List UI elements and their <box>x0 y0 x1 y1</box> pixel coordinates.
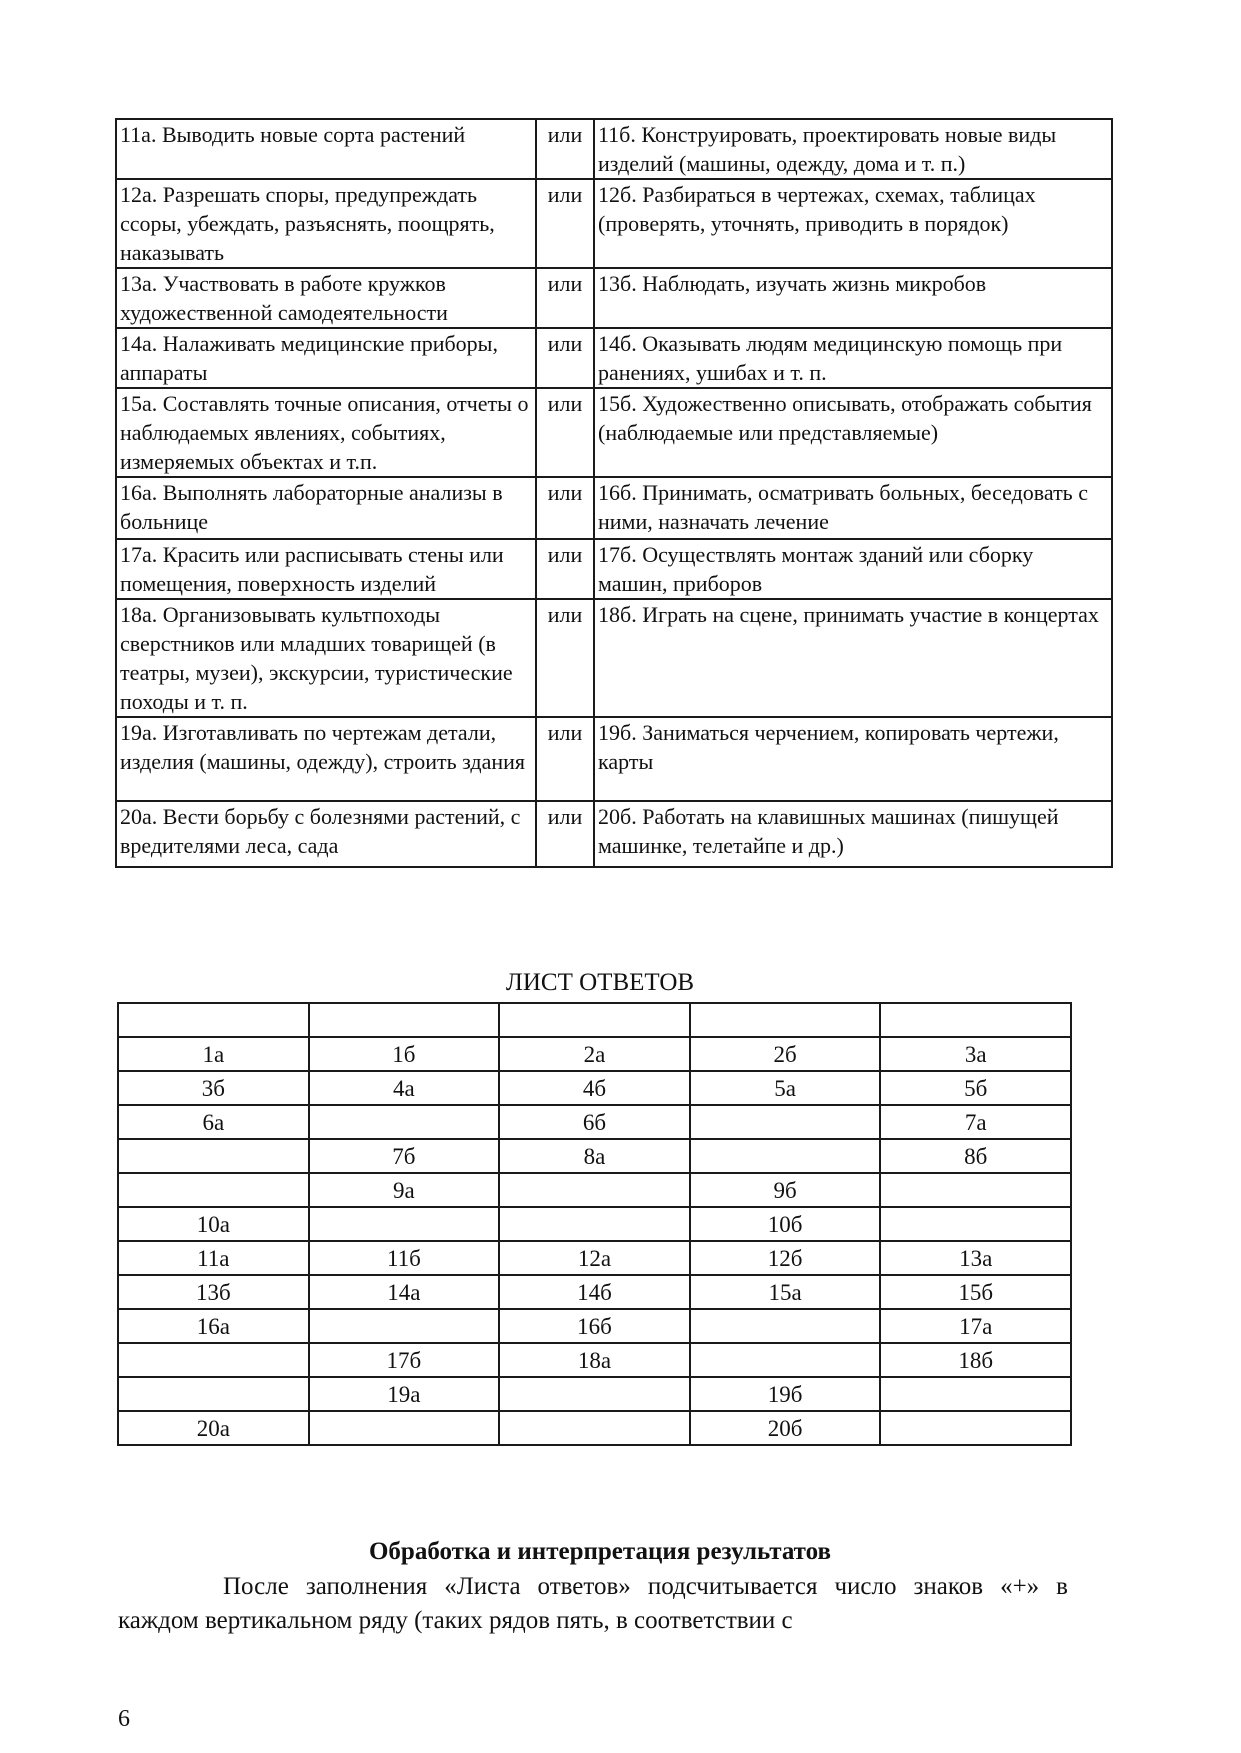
answer-cell <box>880 1411 1071 1445</box>
answer-cell <box>880 1173 1071 1207</box>
answer-cell <box>690 1309 881 1343</box>
section-heading: Обработка и интерпретация результатов <box>368 1538 832 1565</box>
answer-sheet-title: ЛИСТ ОТВЕТОВ <box>505 969 695 996</box>
answer-row <box>118 1173 1071 1207</box>
answer-cell <box>118 1003 309 1037</box>
or-cell: или <box>536 539 594 599</box>
page-number: 6 <box>118 1706 130 1732</box>
question-row <box>116 539 1112 599</box>
answer-cell: 15а <box>690 1275 881 1309</box>
answer-cell: 5б <box>880 1071 1071 1105</box>
answer-cell: 5а <box>690 1071 881 1105</box>
question-row <box>116 179 1112 268</box>
answer-cell: 17а <box>880 1309 1071 1343</box>
answer-cell <box>499 1003 690 1037</box>
question-row <box>116 801 1112 867</box>
option-a-cell: 20а. Вести борьбу с болезнями растений, с вредителями леса, сада <box>116 801 536 867</box>
answer-cell: 17б <box>309 1343 500 1377</box>
or-cell: или <box>536 717 594 801</box>
answer-cell: 15б <box>880 1275 1071 1309</box>
option-a-cell: 14а. Налаживать медицинские приборы, аппараты <box>116 328 536 388</box>
answer-cell: 2а <box>499 1037 690 1071</box>
answer-cell: 1а <box>118 1037 309 1071</box>
question-row <box>116 599 1112 717</box>
answer-cell: 18а <box>499 1343 690 1377</box>
answer-sheet-body <box>118 1003 1071 1445</box>
answer-cell: 12а <box>499 1241 690 1275</box>
answer-cell: 7б <box>309 1139 500 1173</box>
answer-cell: 3б <box>118 1071 309 1105</box>
answer-cell: 2б <box>690 1037 881 1071</box>
question-row <box>116 477 1112 539</box>
answer-cell <box>309 1411 500 1445</box>
answer-cell <box>880 1207 1071 1241</box>
answer-cell: 16б <box>499 1309 690 1343</box>
answer-cell <box>499 1377 690 1411</box>
answer-cell: 13а <box>880 1241 1071 1275</box>
or-cell: или <box>536 179 594 268</box>
answer-cell: 6б <box>499 1105 690 1139</box>
option-b-cell: 20б. Работать на клавишных машинах (пишущей машинке, телетайпе и др.) <box>594 801 1112 867</box>
option-b-cell: 18б. Играть на сцене, принимать участие в концертах <box>594 599 1112 717</box>
answer-cell <box>118 1377 309 1411</box>
question-row <box>116 328 1112 388</box>
answer-cell <box>690 1139 881 1173</box>
option-a-cell: 19а. Изготавливать по чертежам детали, изделия (машины, одежду), строить здания <box>116 717 536 801</box>
answer-cell: 3а <box>880 1037 1071 1071</box>
option-a-cell: 17а. Красить или расписывать стены или помещения, поверхность изделий <box>116 539 536 599</box>
question-row <box>116 717 1112 801</box>
answer-cell <box>118 1139 309 1173</box>
answer-cell: 6а <box>118 1105 309 1139</box>
or-cell: или <box>536 119 594 179</box>
answer-cell: 19а <box>309 1377 500 1411</box>
option-a-cell: 18а. Организовывать культпоходы сверстников или младших товарищей (в театры, музеи), экскурсии, туристические походы и т. п. <box>116 599 536 717</box>
answer-cell: 14б <box>499 1275 690 1309</box>
questionnaire-table <box>115 118 1113 868</box>
answer-cell: 1б <box>309 1037 500 1071</box>
option-b-cell: 14б. Оказывать людям медицинскую помощь при ранениях, ушибах и т. п. <box>594 328 1112 388</box>
question-row <box>116 388 1112 477</box>
answer-cell: 19б <box>690 1377 881 1411</box>
option-a-cell: 12а. Разрешать споры, предупреждать ссоры, убеждать, разъяснять, поощрять, наказывать <box>116 179 536 268</box>
option-b-cell: 17б. Осуществлять монтаж зданий или сборку машин, приборов <box>594 539 1112 599</box>
answer-cell: 20б <box>690 1411 881 1445</box>
answer-row <box>118 1037 1071 1071</box>
or-cell: или <box>536 477 594 539</box>
option-a-cell: 16а. Выполнять лабораторные анализы в больнице <box>116 477 536 539</box>
answer-cell <box>499 1173 690 1207</box>
answer-row <box>118 1207 1071 1241</box>
or-cell: или <box>536 388 594 477</box>
answer-row <box>118 1343 1071 1377</box>
answer-cell <box>309 1003 500 1037</box>
section-paragraph: После заполнения «Листа ответов» подсчитывается число знаков «+» в каждом вертикальном ряду (таких рядов пять, в соответствии с <box>118 1573 1068 1634</box>
answer-cell: 4б <box>499 1071 690 1105</box>
answer-row <box>118 1071 1071 1105</box>
answer-cell <box>309 1105 500 1139</box>
answer-cell <box>880 1003 1071 1037</box>
questionnaire-body <box>116 119 1112 867</box>
answer-cell: 10а <box>118 1207 309 1241</box>
answer-cell: 14а <box>309 1275 500 1309</box>
answer-row <box>118 1139 1071 1173</box>
answer-cell: 12б <box>690 1241 881 1275</box>
answer-row <box>118 1275 1071 1309</box>
answer-row <box>118 1003 1071 1037</box>
or-cell: или <box>536 268 594 328</box>
option-b-cell: 12б. Разбираться в чертежах, схемах, таблицах (проверять, уточнять, приводить в порядок) <box>594 179 1112 268</box>
option-b-cell: 13б. Наблюдать, изучать жизнь микробов <box>594 268 1112 328</box>
or-cell: или <box>536 599 594 717</box>
answer-cell <box>690 1343 881 1377</box>
or-cell: или <box>536 328 594 388</box>
option-b-cell: 15б. Художественно описывать, отображать события (наблюдаемые или представляемые) <box>594 388 1112 477</box>
option-b-cell: 16б. Принимать, осматривать больных, беседовать с ними, назначать лечение <box>594 477 1112 539</box>
answer-cell: 10б <box>690 1207 881 1241</box>
answer-row <box>118 1309 1071 1343</box>
answer-cell: 9а <box>309 1173 500 1207</box>
answer-cell: 8а <box>499 1139 690 1173</box>
option-a-cell: 15а. Составлять точные описания, отчеты о наблюдаемых явлениях, событиях, измеряемых объектах и т.п. <box>116 388 536 477</box>
answer-cell: 13б <box>118 1275 309 1309</box>
answer-cell: 8б <box>880 1139 1071 1173</box>
answer-cell <box>690 1105 881 1139</box>
option-b-cell: 11б. Конструировать, проектировать новые виды изделий (машины, одежду, дома и т. п.) <box>594 119 1112 179</box>
option-b-cell: 19б. Заниматься черчением, копировать чертежи, карты <box>594 717 1112 801</box>
answer-row <box>118 1105 1071 1139</box>
answer-cell <box>499 1207 690 1241</box>
question-row <box>116 268 1112 328</box>
answer-cell: 4а <box>309 1071 500 1105</box>
answer-sheet-table <box>117 1002 1072 1446</box>
answer-cell <box>118 1173 309 1207</box>
question-row <box>116 119 1112 179</box>
answer-cell <box>309 1207 500 1241</box>
answer-row <box>118 1411 1071 1445</box>
answer-row <box>118 1241 1071 1275</box>
or-cell: или <box>536 801 594 867</box>
answer-cell: 20а <box>118 1411 309 1445</box>
answer-cell <box>499 1411 690 1445</box>
answer-row <box>118 1377 1071 1411</box>
answer-cell: 9б <box>690 1173 881 1207</box>
answer-cell <box>118 1343 309 1377</box>
answer-cell: 11а <box>118 1241 309 1275</box>
option-a-cell: 11а. Выводить новые сорта растений <box>116 119 536 179</box>
answer-cell <box>690 1003 881 1037</box>
answer-cell: 18б <box>880 1343 1071 1377</box>
answer-cell: 11б <box>309 1241 500 1275</box>
option-a-cell: 13а. Участвовать в работе кружков художественной самодеятельности <box>116 268 536 328</box>
answer-cell: 7а <box>880 1105 1071 1139</box>
answer-cell: 16а <box>118 1309 309 1343</box>
answer-cell <box>880 1377 1071 1411</box>
answer-cell <box>309 1309 500 1343</box>
